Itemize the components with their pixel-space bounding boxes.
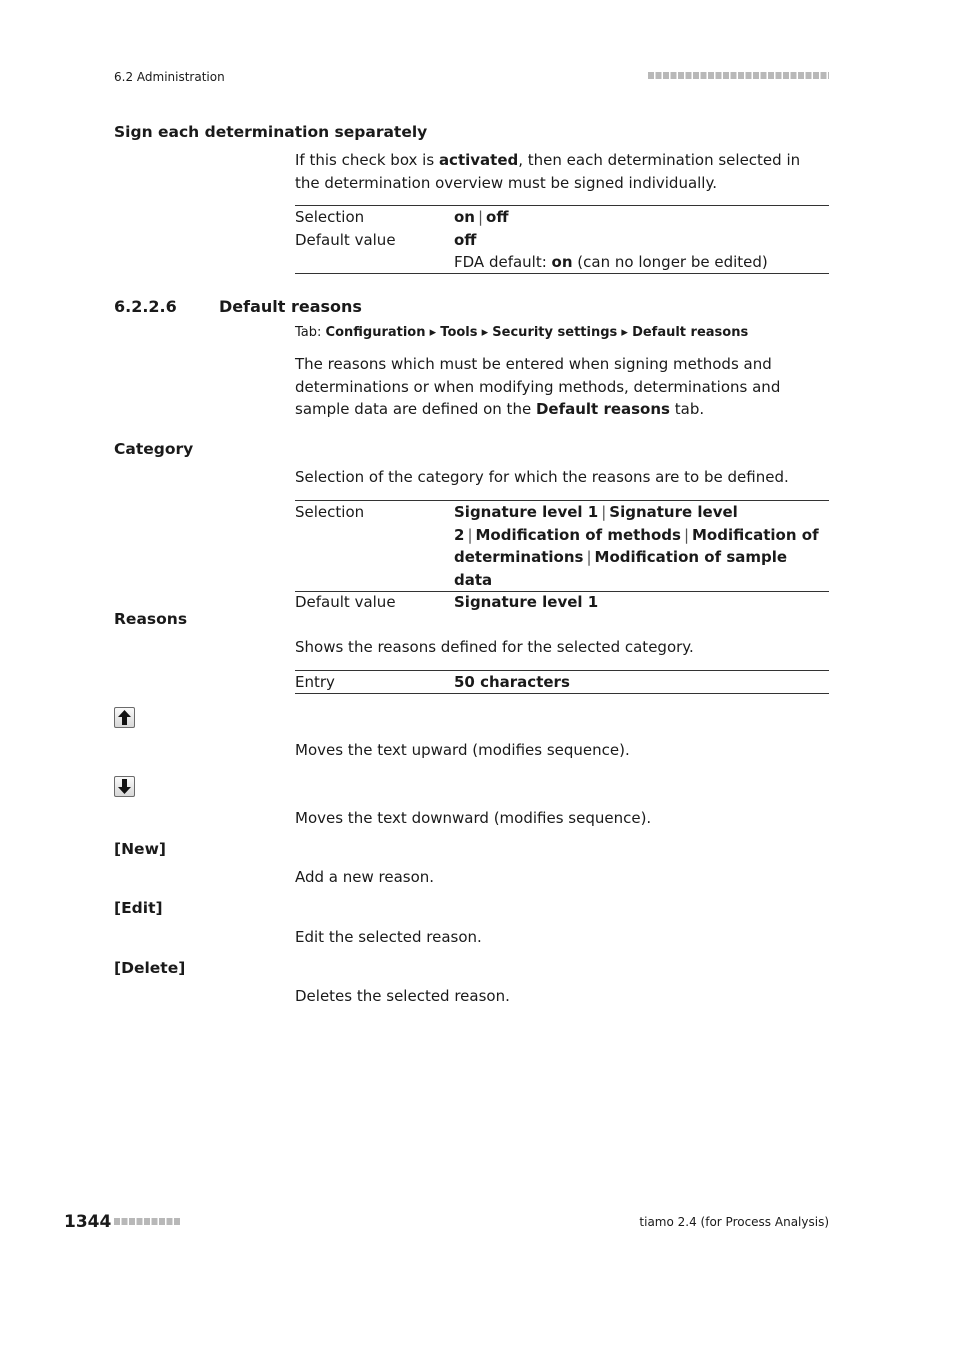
table-row: Default value Signature level 1 [295, 593, 599, 611]
running-header: 6.2 Administration [114, 70, 225, 84]
sign-each-description: If this check box is activated, then each determination selected in the determination overview must be signed individually. [295, 151, 801, 192]
reasons-title: Reasons [114, 610, 188, 628]
move-up-description: Moves the text upward (modifies sequence). [295, 741, 630, 759]
delete-button-label: [Delete] [114, 959, 186, 977]
table-row: Default value off [295, 230, 477, 249]
table-row: Entry 50 characters [295, 673, 570, 691]
reasons-table [295, 670, 829, 694]
tab-breadcrumb: Tab: Configuration ▸ Tools ▸ Security settings ▸ Default reasons [295, 325, 749, 340]
category-table [295, 500, 829, 611]
new-button-description: Add a new reason. [295, 868, 435, 886]
table-row: FDA default: on (can no longer be edited) [454, 253, 768, 271]
section-title: Default reasons [219, 297, 362, 316]
section-intro: The reasons which must be entered when signing methods and determinations or when modifying methods, determinations and sample data are defined on the Default reasons tab. [295, 355, 781, 418]
delete-button-description: Deletes the selected reason. [295, 987, 510, 1005]
section-number: 6.2.2.6 [114, 297, 177, 316]
footer-dots-decoration [114, 1218, 181, 1225]
table-row: Selection on | off [295, 208, 509, 226]
edit-button-description: Edit the selected reason. [295, 928, 482, 946]
category-description: Selection of the category for which the reasons are to be defined. [295, 468, 789, 486]
edit-button-label: [Edit] [114, 899, 163, 917]
arrow-down-icon [114, 776, 135, 797]
new-button-label: [New] [114, 840, 166, 858]
arrow-up-icon [114, 707, 135, 728]
move-down-description: Moves the text downward (modifies sequence). [295, 809, 652, 827]
table-row: Selection Signature level 1 | Signature level 2 | Modification of methods | Modification of determinations | Modification of sample data [295, 503, 819, 589]
reasons-description: Shows the reasons defined for the selected category. [295, 638, 694, 656]
product-name: tiamo 2.4 (for Process Analysis) [639, 1215, 829, 1229]
category-title: Category [114, 440, 194, 458]
sign-each-title: Sign each determination separately [114, 123, 428, 141]
header-dots-decoration [648, 72, 829, 79]
page-number: 1344 [64, 1212, 112, 1232]
sign-each-table [295, 205, 829, 274]
